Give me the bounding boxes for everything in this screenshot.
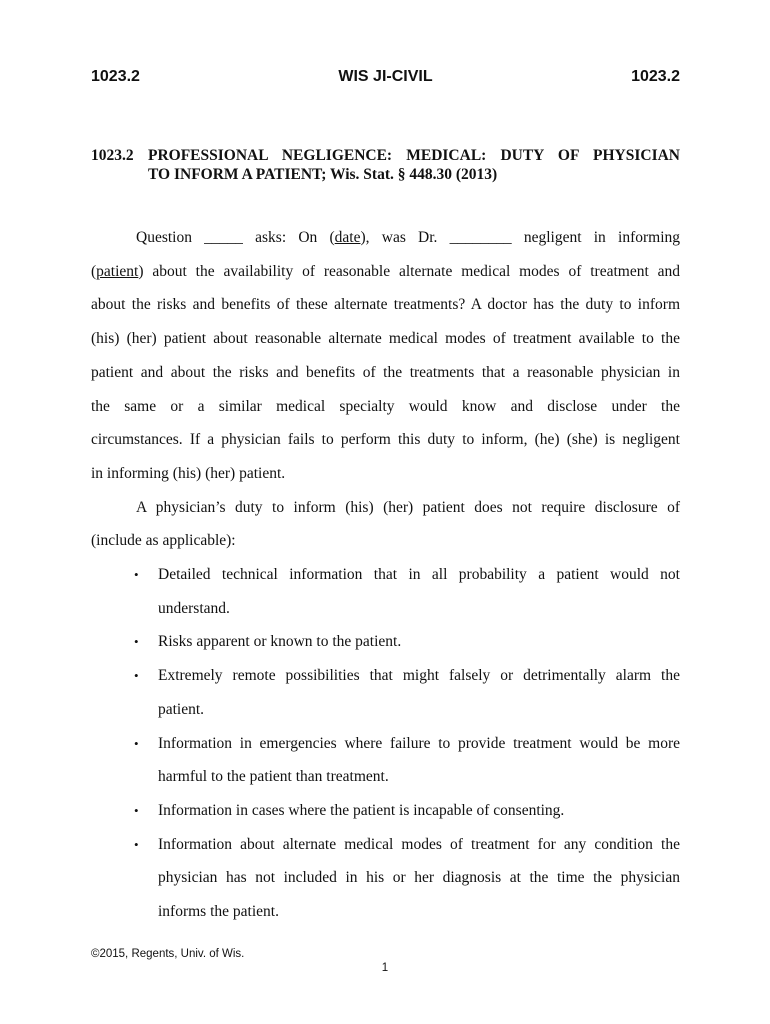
text-line: patient and about the risks and benefits of the treatments that a reasonable physician in <box>91 363 680 381</box>
text-line: Risks apparent or known to the patient. <box>158 633 402 651</box>
header-publication-title: WIS JI-CIVIL <box>338 68 433 85</box>
text-line: the same or a similar medical specialty would know and disclose under the <box>91 397 680 415</box>
text-line: patient. <box>158 700 205 718</box>
bullet-icon: • <box>134 735 139 751</box>
text-line: physician has not included in his or her diagnosis at the time the physician <box>158 869 680 887</box>
title-text <box>148 146 680 184</box>
header-section-number-right: 1023.2 <box>631 68 680 85</box>
paragraph-question <box>91 221 680 491</box>
text-run: ( <box>91 262 97 280</box>
text-line: Information in emergencies where failure to provide treatment would be more <box>158 734 680 752</box>
text-run: ), was Dr. ________ negligent in informing <box>360 229 681 246</box>
text-line: A physician’s duty to inform (his) (her) patient does not require disclosure of <box>136 498 680 516</box>
text-line: Detailed technical information that in all probability a patient would not <box>158 566 680 584</box>
bullet-icon: • <box>134 836 139 852</box>
text-line: Information about alternate medical modes of treatment for any condition the <box>158 835 680 853</box>
bullet-icon: • <box>134 802 139 818</box>
text-line: informs the patient. <box>158 903 279 921</box>
instruction-title <box>91 146 680 184</box>
underlined-placeholder-patient: patient <box>96 262 139 280</box>
copyright-notice: ©2015, Regents, Univ. of Wis. <box>91 948 245 960</box>
list-item <box>91 558 680 625</box>
text-line: understand. <box>158 599 230 617</box>
bullet-icon: • <box>134 567 139 583</box>
exceptions-list <box>91 558 680 929</box>
list-item <box>91 727 680 794</box>
paragraph-disclosure <box>91 491 680 558</box>
text-run: Question _____ asks: On ( <box>136 229 335 246</box>
list-item <box>91 828 680 929</box>
list-item <box>91 794 680 828</box>
text-line: about the risks and benefits of these alternate treatments? A doctor has the duty to inform <box>91 296 680 314</box>
running-header <box>91 68 680 90</box>
text-line: harmful to the patient than treatment. <box>158 768 389 786</box>
title-number: 1023.2 <box>91 147 134 164</box>
list-item <box>91 659 680 726</box>
title-line-1: PROFESSIONAL NEGLIGENCE: MEDICAL: DUTY OF PHYSICIAN <box>148 147 680 164</box>
text-line <box>91 221 680 255</box>
underlined-placeholder-date: date <box>334 229 361 246</box>
text-line: (include as applicable): <box>91 532 236 550</box>
page-number: 1 <box>381 962 389 974</box>
header-section-number-left: 1023.2 <box>91 68 140 85</box>
text-line: in informing (his) (her) patient. <box>91 464 286 482</box>
text-line: (his) (her) patient about reasonable alternate medical modes of treatment available to the <box>91 330 680 348</box>
text-line: Extremely remote possibilities that might falsely or detrimentally alarm the <box>158 667 680 685</box>
text-line: Information in cases where the patient is incapable of consenting. <box>158 801 565 819</box>
text-line <box>91 255 680 289</box>
text-line: circumstances. If a physician fails to perform this duty to inform, (he) (she) is negligent <box>91 431 680 449</box>
bullet-icon: • <box>134 634 139 650</box>
bullet-icon: • <box>134 668 139 684</box>
instruction-body <box>91 221 680 929</box>
text-run: ) about the availability of reasonable alternate medical modes of treatment and <box>138 262 680 280</box>
title-line-2: TO INFORM A PATIENT; Wis. Stat. § 448.30 (2013) <box>148 166 498 183</box>
list-item <box>91 625 680 659</box>
